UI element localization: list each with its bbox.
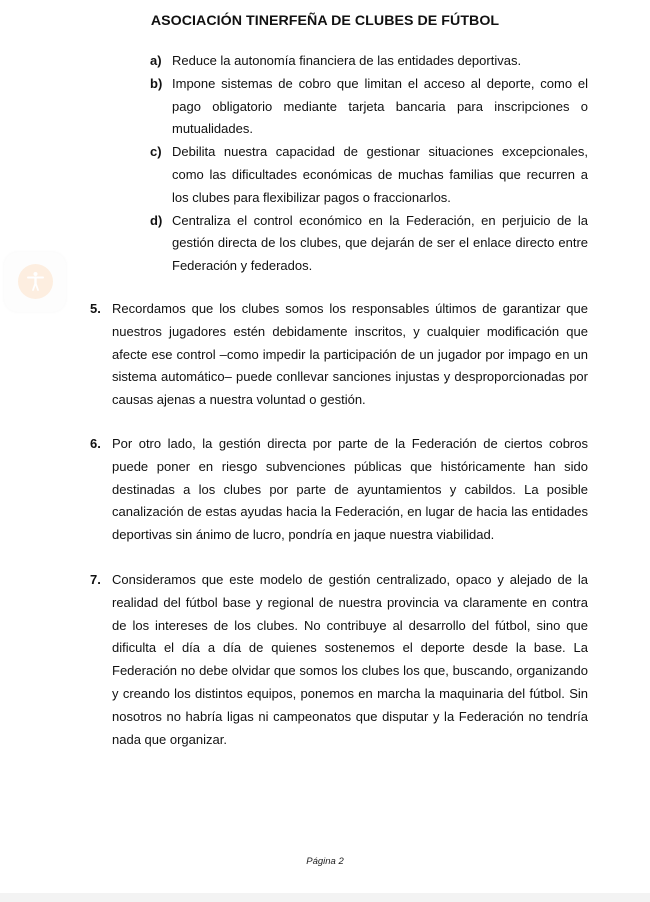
- numbered-point-7: [90, 569, 588, 751]
- sub-point-text: Reduce la autonomía financiera de las entidades deportivas.: [172, 53, 522, 68]
- sub-point-text: Debilita nuestra capacidad de gestionar situaciones excepcionales, como las dificultades económicas de muchas familias que recurren a los clubes para flexibilizar pagos o fraccionarlos.: [172, 144, 588, 205]
- numbered-point-6: [90, 433, 588, 547]
- sub-point-list: [150, 50, 588, 278]
- numbered-point-body: [90, 433, 588, 547]
- numbered-point-marker: 7.: [90, 572, 101, 587]
- numbered-point-5: [90, 298, 588, 412]
- accessibility-widget-circle: [18, 264, 53, 299]
- sub-point-marker: d): [150, 212, 163, 228]
- document-header-title: ASOCIACIÓN TINERFEÑA DE CLUBES DE FÚTBOL: [150, 13, 500, 29]
- sub-point-b: [150, 73, 588, 141]
- numbered-point-marker: 6.: [90, 436, 101, 451]
- sub-point-a: [150, 50, 588, 73]
- sub-point-marker: b): [150, 75, 163, 91]
- numbered-point-body: [90, 569, 588, 751]
- sub-point-text: Impone sistemas de cobro que limitan el acceso al deporte, como el pago obligatorio mediante tarjeta bancaria para inscripciones o mutualidades.: [172, 75, 588, 137]
- sub-point-d: [150, 210, 588, 278]
- sub-point-marker: a): [150, 53, 162, 68]
- numbered-point-text: Consideramos que este modelo de gestión centralizado, opaco y alejado de la realidad del fútbol base y regional de nuestra provincia va claramente en contra de los intereses de los clubes. No contribuye al desarrollo del fútbol, sino que dificulta el día a día de quienes sostenemos el deporte desde la base. La Federación no debe olvidar que somos los clubes los que, buscando, organizando y creando los distintos equipos, ponemos en marcha la maquinaria del fútbol. Sin nosotros no habría ligas ni campeonatos que disputar y la Federación no tendría nada que organizar.: [112, 572, 588, 747]
- numbered-point-body: [90, 298, 588, 412]
- sub-point-text: Centraliza el control económico en la Federación, en perjuicio de la gestión directa de los clubes, que dejarán de ser el enlace directo entre Federación y federados.: [172, 212, 588, 274]
- accessibility-widget-button[interactable]: [4, 252, 66, 312]
- viewer-bottom-bar: [0, 893, 650, 902]
- sub-point-c: [150, 141, 588, 209]
- sub-point-marker: c): [150, 144, 162, 160]
- numbered-point-text: Recordamos que los clubes somos los responsables últimos de garantizar que nuestros jugadores estén debidamente inscritos, y cualquier modificación que afecte ese control –como impedir la participación de un jugador por impago en un sistema automático– puede conllevar sanciones injustas y desproporcionadas por causas ajenas a nuestra voluntad o gestión.: [112, 301, 588, 408]
- page-number-footer: Página 2: [306, 856, 344, 867]
- numbered-point-marker: 5.: [90, 301, 101, 316]
- numbered-point-text: Por otro lado, la gestión directa por parte de la Federación de ciertos cobros puede poner en riesgo subvenciones públicas que históricamente han sido destinadas a los clubes por parte de ayuntamientos y cabildos. La posible canalización de estas ayudas hacia la Federación, en lugar de hacia las entidades deportivas sin ánimo de lucro, pondría en jaque nuestra viabilidad.: [112, 436, 588, 543]
